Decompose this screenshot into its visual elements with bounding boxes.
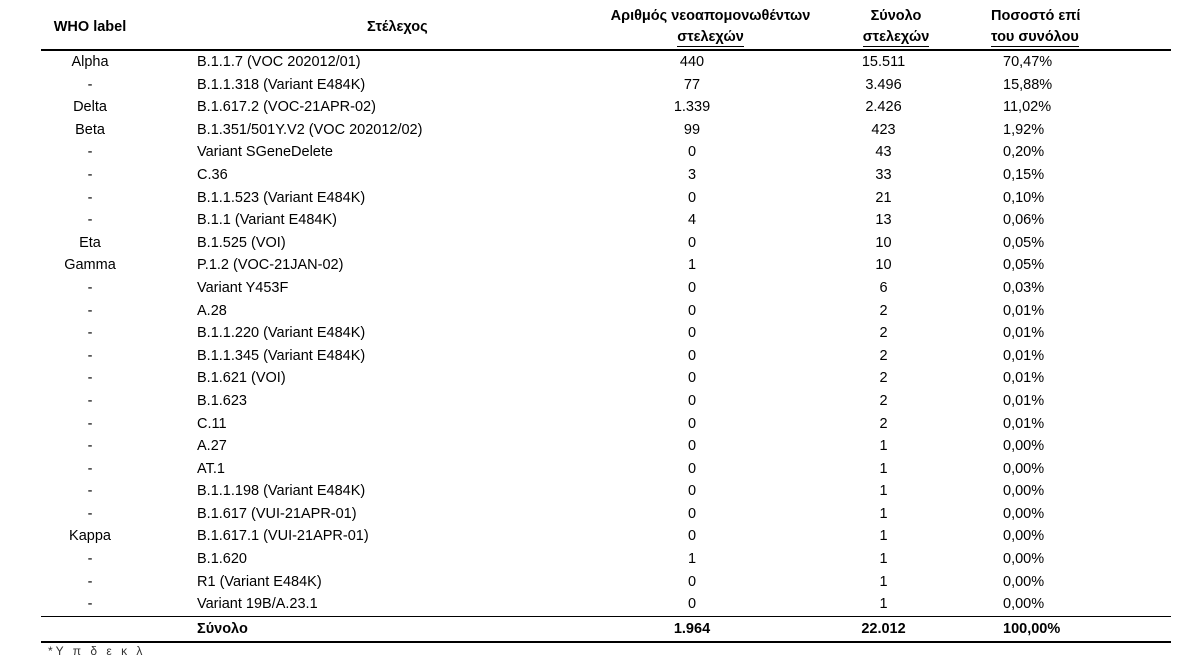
total-strains-cell: 1 (879, 573, 888, 590)
table-row (41, 345, 1171, 368)
header-total (840, 5, 982, 50)
strain-cell: B.1.1.318 (Variant E484K) (197, 76, 366, 93)
percent-cell: 1,92% (1003, 121, 1045, 138)
total-strains-cell: 21 (875, 189, 892, 206)
who-label-cell: - (87, 460, 93, 477)
strain-cell: A.28 (197, 302, 227, 319)
table-row (41, 413, 1171, 436)
new-isolates-cell: 0 (687, 528, 697, 545)
who-label-cell: - (87, 189, 93, 206)
percent-cell: 0,00% (982, 593, 1171, 616)
percent-cell: 0,01% (1003, 302, 1045, 319)
strain-cell: B.1.617 (VUI-21APR-01) (197, 505, 357, 522)
who-label-cell: - (87, 438, 93, 455)
new-isolates-cell: 0 (687, 302, 697, 319)
total-strains-cell: 2 (879, 370, 888, 387)
header-new-isolates-line2 (599, 27, 822, 48)
new-isolates-cell: 1.339 (673, 99, 711, 116)
table-row (41, 141, 1171, 164)
table-footer (41, 616, 1171, 642)
table-header (41, 5, 1171, 50)
header-percent (982, 5, 1171, 50)
strain-cell: Variant 19B/A.23.1 (189, 593, 599, 616)
new-isolates-cell: 0 (687, 505, 697, 522)
who-label-cell: - (87, 415, 93, 432)
new-isolates-cell: 4 (687, 212, 697, 229)
table-body (41, 50, 1171, 616)
new-isolates-cell: 0 (687, 325, 697, 342)
who-label-cell: - (87, 279, 93, 296)
table-row (41, 322, 1171, 345)
total-strains-cell: 3.496 (865, 76, 902, 93)
header-percent-line2-text: του συνόλου (991, 29, 1079, 45)
total-strains-cell: 2 (879, 302, 888, 319)
new-isolates-cell: 99 (683, 121, 701, 138)
header-strain: Στέλεχος (189, 5, 599, 50)
total-strains-cell: 33 (875, 166, 892, 183)
percent-cell: 0,00% (1003, 438, 1045, 455)
new-isolates-cell: 0 (687, 370, 697, 387)
new-isolates-cell: 0 (687, 460, 697, 477)
table-row (41, 187, 1171, 210)
strain-table (41, 5, 1171, 643)
percent-cell: 0,01% (1003, 392, 1045, 409)
total-strains-cell: 6 (879, 279, 888, 296)
percent-cell: 0,05% (1003, 234, 1045, 251)
who-label-cell: Kappa (69, 528, 111, 545)
total-strains-cell: 2 (879, 347, 888, 364)
total-strains-cell: 43 (875, 144, 892, 161)
who-label-cell: - (87, 370, 93, 387)
table-row (41, 390, 1171, 413)
table-row (41, 232, 1171, 255)
new-isolates-cell: 1 (687, 257, 697, 274)
total-strains-cell: 2 (879, 325, 888, 342)
total-strains-cell: 15.511 (861, 54, 906, 70)
strain-cell: C.11 (197, 415, 227, 432)
who-label-cell: - (87, 302, 93, 319)
strain-cell: P.1.2 (VOC-21JAN-02) (197, 257, 344, 274)
who-label-cell: Alpha (71, 54, 109, 70)
who-label-cell: - (87, 347, 93, 364)
header-who-label: WHO label (41, 5, 189, 50)
percent-cell: 0,00% (1003, 460, 1045, 477)
percent-cell: 0,10% (1003, 189, 1045, 206)
new-isolates-cell: 0 (687, 438, 697, 455)
percent-cell: 0,01% (1003, 370, 1045, 387)
percent-cell: 0,01% (1003, 347, 1045, 364)
new-isolates-cell: 1 (687, 551, 697, 568)
total-strains-cell: 1 (879, 505, 888, 522)
table-row (41, 300, 1171, 323)
total-strains-cell: 13 (875, 212, 892, 229)
percent-cell: 0,06% (1003, 212, 1045, 229)
table-row (41, 119, 1171, 142)
who-label-cell: Gamma (64, 257, 116, 274)
new-isolates-cell: 0 (687, 189, 697, 206)
new-isolates-cell: 440 (679, 54, 705, 70)
table-row (41, 96, 1171, 119)
percent-cell: 0,00% (1003, 505, 1045, 522)
new-isolates-cell: 0 (687, 415, 697, 432)
total-strains-cell: 10 (875, 257, 892, 274)
who-label-cell: - (87, 325, 93, 342)
strain-cell: B.1.1 (Variant E484K) (197, 212, 337, 229)
percent-cell: 0,00% (1003, 551, 1045, 568)
header-percent-line1: Ποσοστό επί (991, 8, 1081, 24)
totals-who-cell (41, 616, 189, 642)
totals-percent: 100,00% (982, 616, 1171, 642)
strain-cell: B.1.525 (VOI) (197, 234, 286, 251)
strain-cell: B.1.1.198 (Variant E484K) (197, 483, 366, 500)
who-label-cell: Eta (79, 234, 101, 251)
total-strains-cell: 1 (879, 483, 888, 500)
total-strains-cell: 1 (879, 438, 888, 455)
new-isolates-cell: 3 (687, 166, 697, 183)
new-isolates-cell: 0 (687, 347, 697, 364)
total-strains-cell: 1 (879, 551, 888, 568)
strain-cell: B.1.623 (197, 392, 247, 409)
percent-cell: 0,00% (1003, 483, 1045, 500)
total-strains-cell: 1 (879, 528, 888, 545)
header-percent-line2 (991, 27, 1171, 48)
total-strains-cell: 423 (871, 121, 896, 138)
new-isolates-cell: 0 (687, 144, 697, 161)
header-total-line1: Σύνολο (870, 8, 922, 24)
header-new-isolates-line2-text: στελεχών (677, 29, 744, 45)
percent-cell: 0,20% (1003, 144, 1045, 161)
new-isolates-cell: 0 (687, 483, 697, 500)
percent-cell: 15,88% (1003, 76, 1053, 93)
who-label-cell: - (87, 483, 93, 500)
strain-cell: B.1.1.7 (VOC 202012/01) (197, 54, 361, 70)
table-row (41, 254, 1171, 277)
new-isolates-cell: 0 (599, 593, 840, 616)
strain-cell: A.27 (197, 438, 227, 455)
strain-cell: B.1.351/501Y.V2 (VOC 202012/02) (197, 121, 423, 138)
table-row (41, 74, 1171, 97)
percent-cell: 0,00% (1003, 573, 1045, 590)
percent-cell: 0,00% (1003, 528, 1045, 545)
strain-cell: B.1.620 (197, 551, 247, 568)
header-total-line2 (840, 27, 952, 48)
table-row (41, 593, 1171, 616)
total-strains-cell: 1 (879, 460, 888, 477)
table-row (41, 480, 1171, 503)
table-row (41, 367, 1171, 390)
strain-cell: B.1.1.345 (Variant E484K) (197, 347, 366, 364)
who-label-cell: Beta (75, 121, 105, 138)
table-row (41, 277, 1171, 300)
table-row (41, 548, 1171, 571)
strain-cell: B.1.621 (VOI) (197, 370, 286, 387)
who-label-cell: Delta (73, 99, 107, 116)
total-strains-cell: 10 (875, 234, 892, 251)
who-label-cell: - (87, 144, 93, 161)
table-row (41, 209, 1171, 232)
strain-cell: Variant SGeneDelete (197, 144, 333, 161)
totals-new: 1.964 (599, 616, 840, 642)
strain-cell: AT.1 (197, 460, 225, 477)
who-label-cell: - (41, 593, 189, 616)
strain-cell: C.36 (197, 166, 228, 183)
percent-cell: 70,47% (1003, 54, 1053, 70)
total-strains-cell: 2 (879, 392, 888, 409)
who-label-cell: - (87, 392, 93, 409)
table-row (41, 503, 1171, 526)
who-label-cell: - (87, 505, 93, 522)
new-isolates-cell: 0 (687, 392, 697, 409)
new-isolates-cell: 0 (687, 573, 697, 590)
header-row (41, 5, 1171, 50)
total-strains-cell: 1 (840, 593, 982, 616)
percent-cell: 0,03% (1003, 279, 1045, 296)
who-label-cell: - (87, 573, 93, 590)
header-new-isolates (599, 5, 840, 50)
strain-table-container (41, 5, 1171, 643)
table-row (41, 164, 1171, 187)
percent-cell: 0,01% (1003, 325, 1045, 342)
table-row (41, 525, 1171, 548)
strain-cell: B.1.1.523 (Variant E484K) (197, 189, 366, 206)
table-row (41, 571, 1171, 594)
totals-row (41, 616, 1171, 642)
strain-cell: B.1.1.220 (Variant E484K) (197, 325, 366, 342)
strain-cell: R1 (Variant E484K) (197, 573, 322, 590)
totals-label: Σύνολο (189, 616, 599, 642)
new-isolates-cell: 77 (683, 76, 701, 93)
who-label-cell: - (87, 166, 93, 183)
percent-cell: 0,05% (1003, 257, 1045, 274)
table-row (41, 458, 1171, 481)
header-new-isolates-line1: Αριθμός νεοαπομονωθέντων (610, 8, 811, 24)
strain-cell: B.1.617.1 (VUI-21APR-01) (197, 528, 369, 545)
header-total-line2-text: στελεχών (862, 29, 930, 45)
who-label-cell: - (87, 76, 93, 93)
strain-cell: Variant Y453F (197, 279, 289, 296)
totals-total: 22.012 (840, 616, 982, 642)
total-strains-cell: 2 (879, 415, 888, 432)
total-strains-cell: 2.426 (865, 99, 902, 116)
who-label-cell: - (87, 212, 93, 229)
new-isolates-cell: 0 (687, 279, 697, 296)
new-isolates-cell: 0 (687, 234, 697, 251)
percent-cell: 11,02% (1003, 99, 1052, 116)
table-row (41, 50, 1171, 74)
footnote: *Υ π δ ε κ λ (48, 644, 146, 658)
table-row (41, 435, 1171, 458)
percent-cell: 0,15% (1003, 166, 1045, 183)
percent-cell: 0,01% (1003, 415, 1045, 432)
strain-cell: B.1.617.2 (VOC-21APR-02) (197, 99, 376, 116)
who-label-cell: - (87, 551, 93, 568)
